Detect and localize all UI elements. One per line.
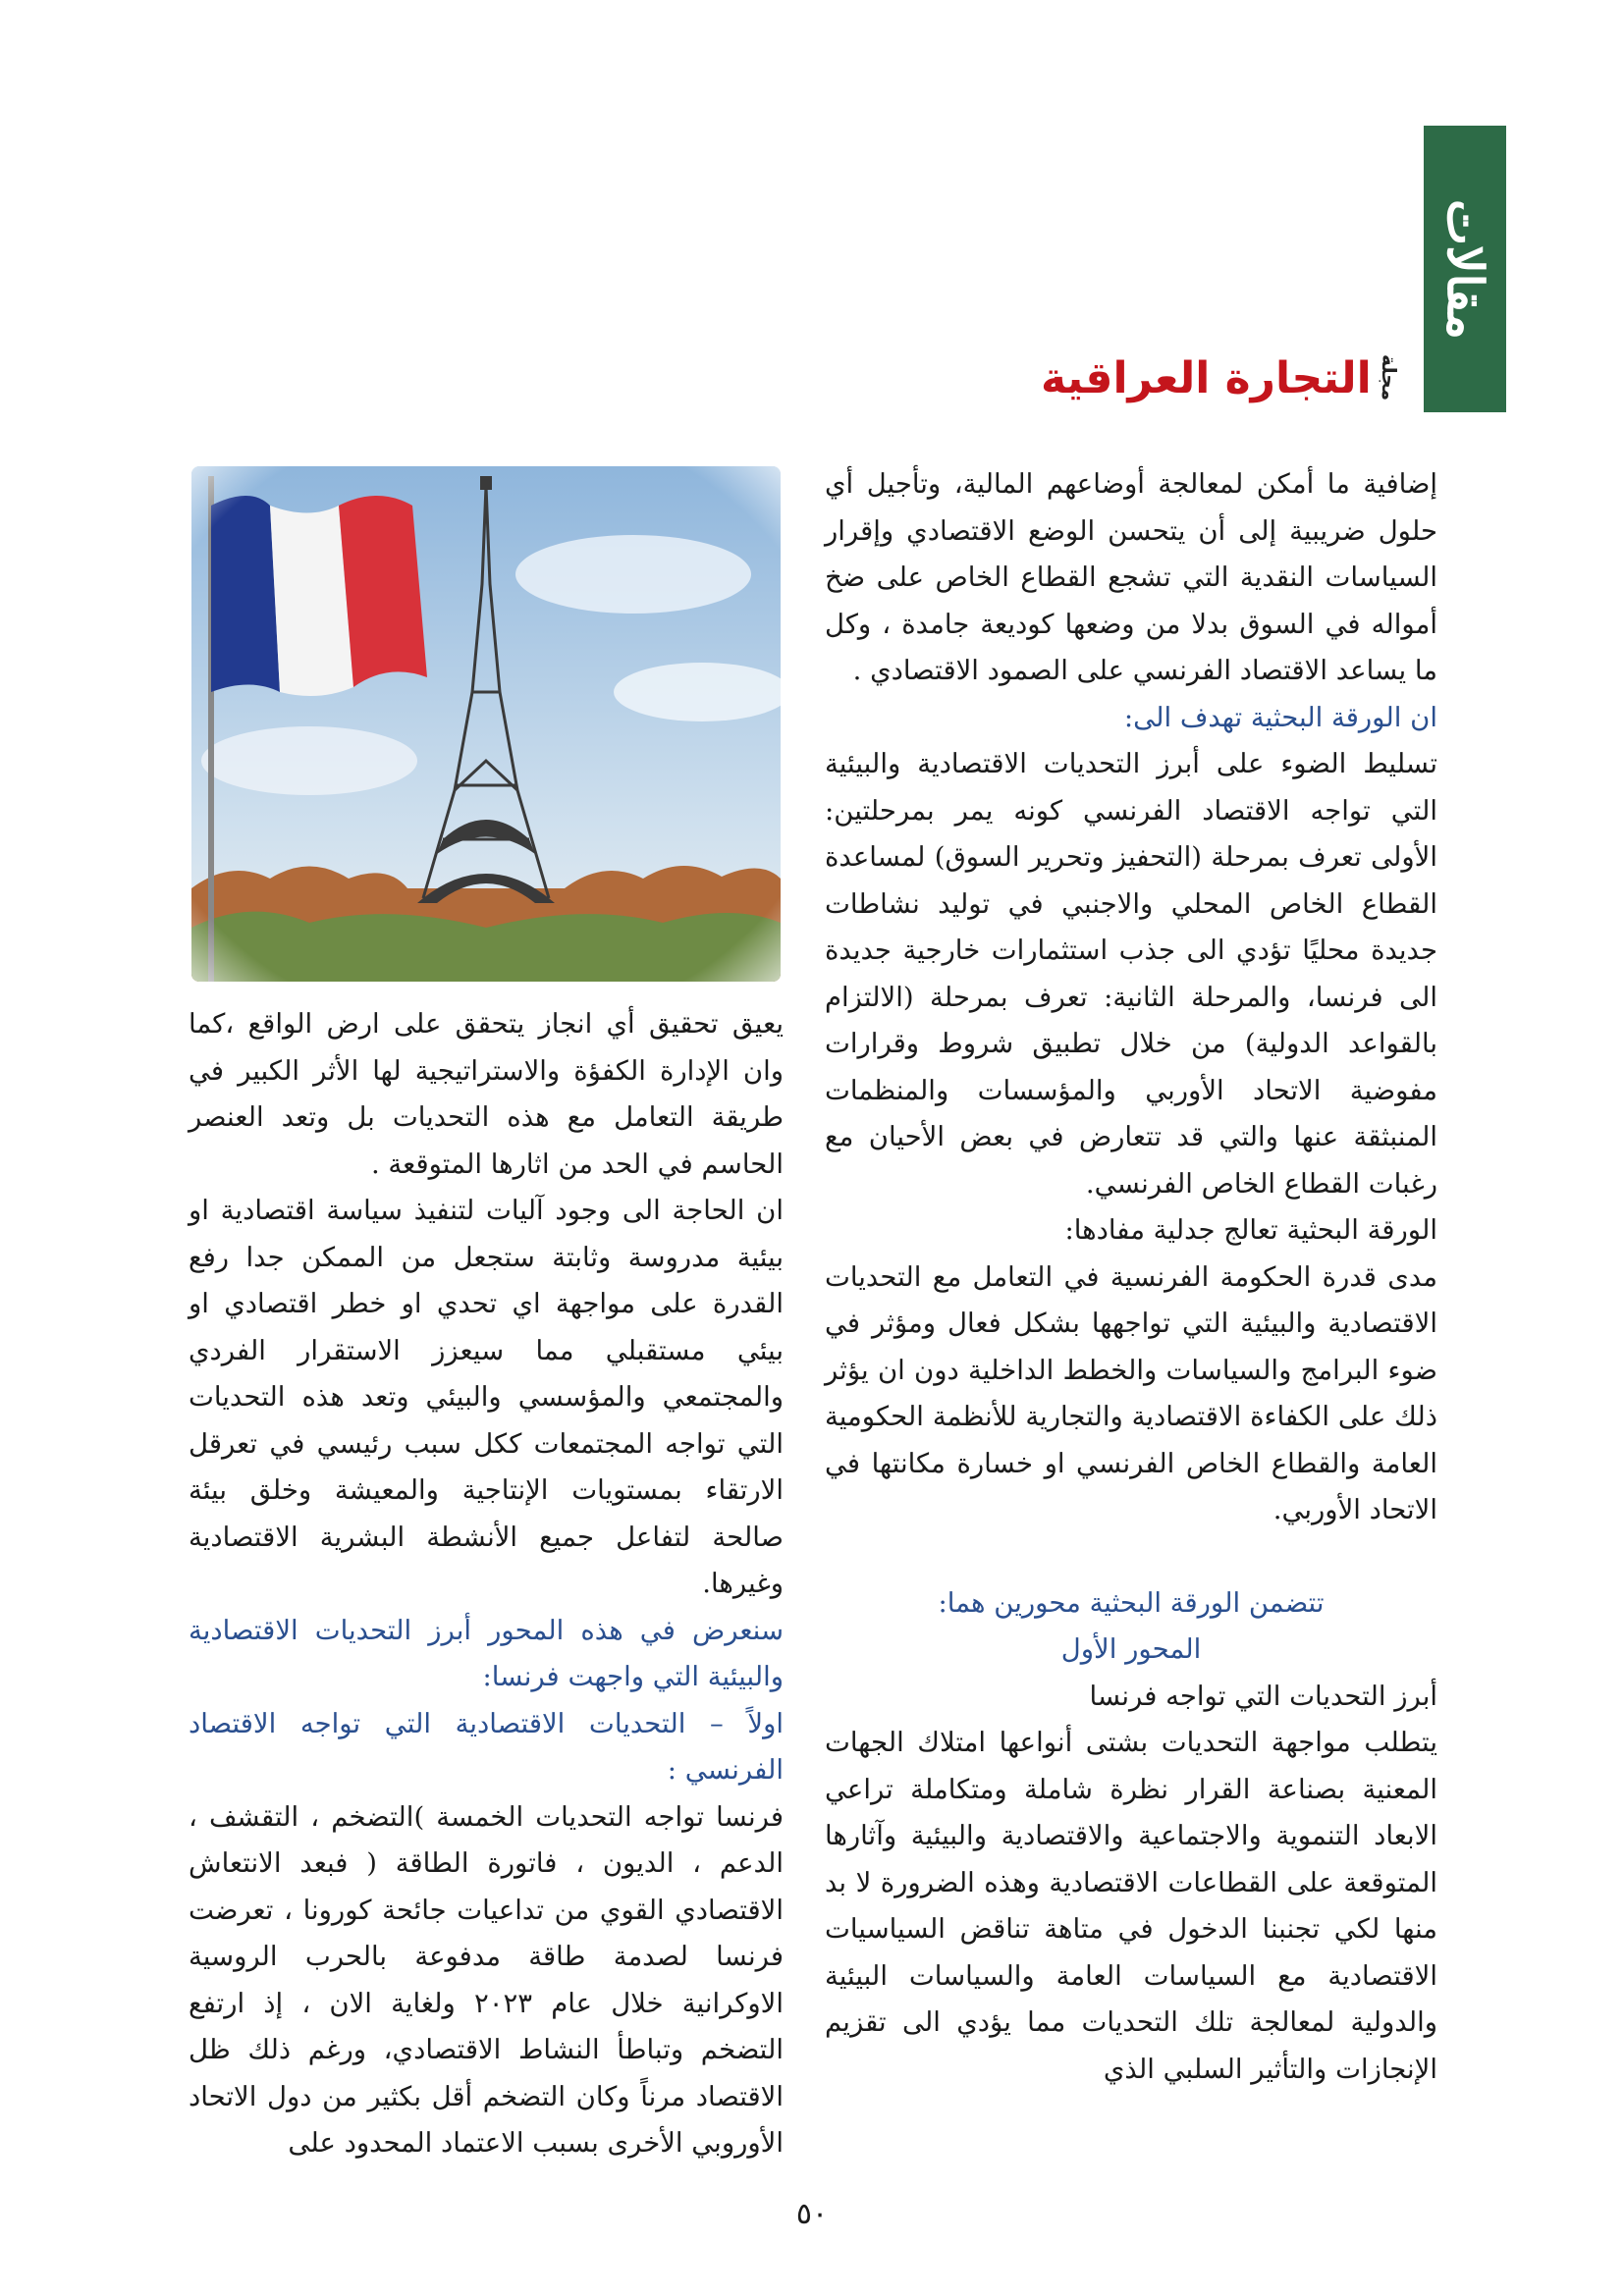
section-tab-label: مقالات [1435, 198, 1494, 340]
paragraph: يتطلب مواجهة التحديات بشتى أنواعها امتلاك الجهات المعنية بصناعة القرار نظرة شاملة ومتكاملة تراعي الابعاد التنموية والاجتماعية والاقتصادية والبيئية وآثارها المتوقعة على القطاعات الاقتصادية وهذه الضرورة لا بد منها لكي تجنبنا الدخول في متاهة تناقض السياسيات الاقتصادية مع السياسات العامة والسياسات البيئية والدولية لمعالجة تلك التحديات مما يؤدي الى تقزيم الإنجازات والتأثير السلبي الذي [825, 1727, 1437, 2085]
subheading: أبرز التحديات التي تواجه فرنسا [1089, 1680, 1437, 1712]
paragraph: تسليط الضوء على أبرز التحديات الاقتصادية والبيئية التي تواجه الاقتصاد الفرنسي كونه يمر بمرحلتين: الأولى تعرف بمرحلة (التحفيز وتحرير السوق) لمساعدة القطاع الخاص المحلي والاجنبي في توليد نشاطات جديدة محليًا تؤدي الى جذب استثمارات خارجية جديدة الى فرنسا، والمرحلة الثانية: تعرف بمرحلة (الالتزام بالقواعد الدولية) من خلال تطبيق شروط وقرارات مفوضية الاتحاد الأوربي والمؤسسات والمنظمات المنبثقة عنها والتي قد تتعارض في بعض الأحيان مع رغبات القطاع الخاص الفرنسي. [825, 748, 1437, 1200]
spacer [825, 1534, 1437, 1580]
right-column [825, 461, 1437, 2093]
paragraph: فرنسا تواجه التحديات الخمسة )التضخم ، التقشف ، الدعم ، الديون ، فاتورة الطاقة ( فبعد الانتعاش الاقتصادي القوي من تداعيات جائحة كورونا ، تعرضت فرنسا لصدمة طاقة مدفوعة بالحرب الروسية الاوكرانية خلال عام ٢٠٢٣ ولغاية الان ، إذ ارتفع التضخم وتباطأ النشاط الاقتصادي، ورغم ذلك ظل الاقتصاد مرناً وكان التضخم أقل بكثير من دول الاتحاد الأوروبي الأخرى بسبب الاعتماد المحدود على [189, 1800, 785, 2159]
eiffel-tower-illustration [191, 466, 781, 982]
section-heading: سنعرض في هذه المحور أبرز التحديات الاقتصادية والبيئية التي واجهت فرنسا: [189, 1614, 784, 1692]
paragraph: إضافية ما أمكن لمعالجة أوضاعهم المالية، وتأجيل أي حلول ضريبية إلى أن يتحسن الوضع الاقتصادي وإقرار السياسات النقدية التي تشجع القطاع الخاص على ضخ أمواله في السوق بدلا من وضعها كوديعة جامدة ، وكل ما يساعد الاقتصاد الفرنسي على الصمود الاقتصادي . [825, 468, 1437, 686]
masthead-title: التجارة العراقية [1041, 352, 1372, 403]
section-heading: ان الورقة البحثية تهدف الى: [1123, 701, 1437, 733]
paragraph: ان الحاجة الى وجود آليات لتنفيذ سياسة اقتصادية او بيئية مدروسة وثابتة ستجعل من الممكن جدا رفع القدرة على مواجهة اي تحدي او خطر اقتصادي او بيئي مستقبلي مما سيعزز الاستقرار الفردي والمجتمعي والمؤسسي والبيئي وتعد هذه التحديات التي تواجه المجتمعات ككل سبب رئيسي في تعرقل الارتقاء بمستويات الإنتاجية والمعيشة وخلق بيئة صالحة لتفاعل جميع الأنشطة البشرية الاقتصادية وغيرها. [189, 1195, 784, 1599]
left-column [189, 1001, 784, 2167]
paragraph: الورقة البحثية تعالج جدلية مفادها: [1064, 1214, 1437, 1246]
section-heading: المحور الأول [1060, 1633, 1202, 1665]
section-tab [1424, 126, 1506, 412]
masthead-prefix: مجلة [1377, 354, 1401, 401]
masthead [1041, 339, 1414, 417]
paragraph: مدى قدرة الحكومة الفرنسية في التعامل مع التحديات الاقتصادية والبيئية التي تواجهها بشكل فعال ومؤثر في ضوء البرامج والسياسات والخطط الداخلية دون ان يؤثر ذلك على الكفاءة الاقتصادية والتجارية للأنظمة الحكومية العامة والقطاع الخاص الفرنسي او خسارة مكانتها في الاتحاد الأوربي. [825, 1260, 1437, 1525]
section-heading: تتضمن الورقة البحثية محورين هما: [938, 1586, 1325, 1619]
section-heading: اولاً – التحديات الاقتصادية التي تواجه الاقتصاد الفرنسي : [189, 1707, 784, 1786]
eiffel-tower-photo [191, 466, 781, 982]
paragraph: يعيق تحقيق أي انجاز يتحقق على ارض الواقع ،كما وان الإدارة الكفؤة والاستراتيجية لها الأثر الكبير في طريقة التعامل مع هذه التحديات بل وتعد العنصر الحاسم في الحد من اثارها المتوقعة . [189, 1008, 784, 1180]
page-number: ٥٠ [795, 2197, 829, 2231]
